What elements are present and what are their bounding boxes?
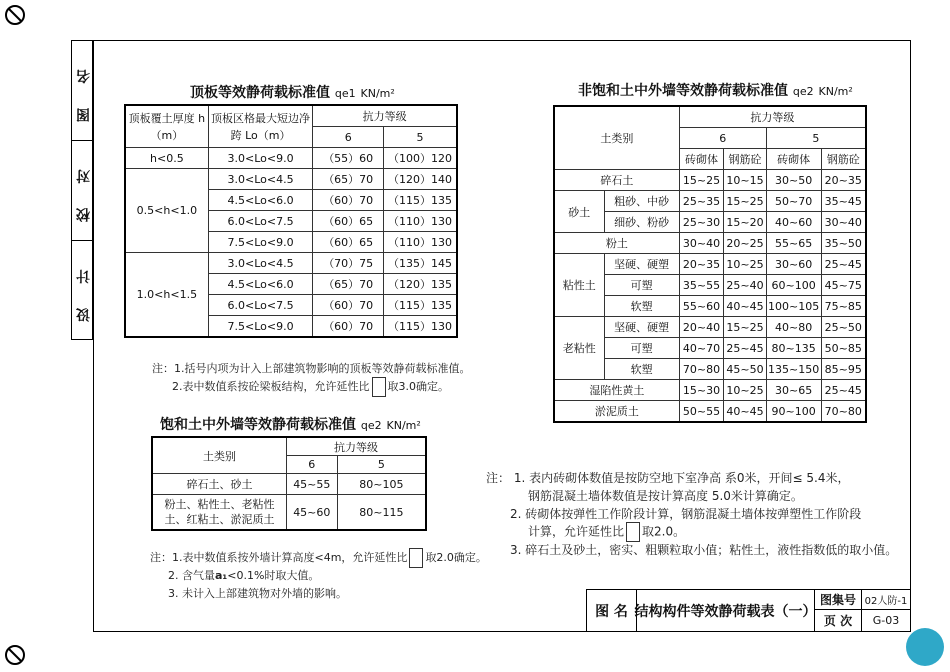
title-block: [586, 589, 911, 632]
sidebar-label-check: 校 对: [76, 159, 92, 223]
roof-header-depth: 顶板覆土厚度 h（m）: [125, 105, 208, 148]
crop-mark-icon: [4, 644, 26, 666]
title-block-atlas-value: 02人防-1: [862, 590, 910, 610]
saturated-load-table: [151, 436, 427, 531]
unsaturated-load-table: 土类别 抗力等级 6 5 砖砌体 钢筋砼 砖砌体 钢筋砼 碎石土 15~25 10~15 30~50 20~35 砂土 粗砂、中砂 25~35 15~25 50~70 35~45 细砂、粉砂 25~30 15~20 40~60 30~40 粉土 30~40 20~25 55~65 35~50 粘性土 坚硬、硬塑 20~35 10~25 30~60 25~45 可塑 35~55 25~40 60~100 45~75 软塑 55~60 40~45 100~105 75~85 老粘性 坚硬、硬塑 20~40 15~25 40~80 25~50 可塑 40~70 25~45 80~135 50~85 软塑 70~80 45~50 135~150 85~95 湿陷性黄土 15~30 10~25 30~65 25~45 淤泥质土 50~55 40~45 90~100 70~80: [553, 105, 867, 423]
roof-note-2: 2.表中数值系按砼梁板结构，允许延性比 取3.0确定。: [172, 377, 449, 397]
table-row: 6.0<Lo<7.5 （60）65 （110）130: [125, 211, 457, 232]
unsaturated-note-2: 2. 砖砌体按弹性工作阶段计算，钢筋混凝土墙体按弹塑性工作阶段: [510, 507, 862, 521]
ductility-symbol-box: [409, 548, 423, 568]
table-row: 粘性土 坚硬、硬塑 20~35 10~25 30~60 25~45: [554, 254, 866, 275]
title-block-name-value: 结构构件等效静荷载表（一）: [637, 590, 815, 631]
unsaturated-header-grade-6: 6: [679, 128, 766, 149]
table-row: 7.5<Lo<9.0 （60）65 （110）130: [125, 232, 457, 253]
table-row: 细砂、粉砂 25~30 15~20 40~60 30~40: [554, 212, 866, 233]
table-row: 1.0<h<1.5 3.0<Lo<4.5 （70）75 （135）145: [125, 253, 457, 274]
app-logo-icon: [906, 628, 944, 666]
table-row: 碎石土 15~25 10~15 30~50 20~35: [554, 170, 866, 191]
saturated-header-grade: 抗力等级: [286, 437, 426, 456]
unsaturated-header-grade-5: 5: [766, 128, 866, 149]
roof-header-grade-6: 6: [313, 127, 384, 148]
unsaturated-table-title: 非饱和土中外墙等效静荷载标准值 qe2 KN/m²: [578, 83, 853, 99]
crop-mark-icon: [4, 4, 26, 26]
table-row: 粉土 30~40 20~25 55~65 35~50: [554, 233, 866, 254]
unsaturated-header-grade: 抗力等级: [679, 106, 866, 128]
unsaturated-header-soil: 土类别: [554, 106, 679, 170]
ductility-symbol-box: [626, 522, 640, 542]
sidebar-label-drawing-name: 图 名: [76, 59, 92, 123]
table-row: 可塑 40~70 25~45 80~135 50~85: [554, 338, 866, 359]
roof-note-1: 注：1.括号内项为计入上部建筑物影响的顶板等效静荷载标准值。: [152, 362, 471, 375]
title-block-atlas-label: 图集号: [815, 590, 862, 610]
unsaturated-note-2b: 计算，允许延性比 取2.0。: [528, 522, 685, 542]
ductility-symbol-box: [372, 377, 386, 397]
saturated-header-soil: 土类别: [152, 437, 286, 474]
title-block-name-label: 图 名: [587, 590, 637, 631]
air-content-symbol: a₁: [215, 569, 228, 582]
roof-header-span: 顶板区格最大短边净跨 Lo（m）: [208, 105, 313, 148]
saturated-note-1: 注：1.表中数值系按外墙计算高度<4m，允许延性比 取2.0确定。: [150, 548, 487, 568]
saturated-header-grade-5: 5: [337, 456, 426, 474]
unsaturated-note-1b: 钢筋混凝土墙体数值是按计算高度 5.0米计算确定。: [528, 489, 803, 503]
table-row: 粉土、粘性土、老粘性土、红粘土、淤泥质土 45~60 80~115: [152, 495, 426, 531]
saturated-header-grade-6: 6: [286, 456, 337, 474]
table-row: 淤泥质土 50~55 40~45 90~100 70~80: [554, 401, 866, 423]
table-row: 软塑 55~60 40~45 100~105 75~85: [554, 296, 866, 317]
table-row: h<0.5 3.0<Lo<9.0 （55）60 （100）120: [125, 148, 457, 169]
table-row: 碎石土、砂土 45~55 80~105: [152, 474, 426, 495]
table-row: 4.5<Lo<6.0 （60）70 （115）135: [125, 190, 457, 211]
unsaturated-note-3: 3. 碎石土及砂土，密实、粗颗粒取小值；粘性土，液性指数低的取小值。: [510, 543, 898, 557]
signature-sidebar: [71, 40, 93, 340]
roof-table-title: 顶板等效静荷载标准值 qe1 KN/m²: [190, 85, 395, 101]
table-row: 可塑 35~55 25~40 60~100 45~75: [554, 275, 866, 296]
table-row: 6.0<Lo<7.5 （60）70 （115）135: [125, 295, 457, 316]
saturated-note-3: 3. 未计入上部建筑物对外墙的影响。: [168, 587, 347, 600]
table-row: 湿陷性黄土 15~30 10~25 30~65 25~45: [554, 380, 866, 401]
saturated-note-2: 2. 含气量a₁<0.1%时取大值。: [168, 569, 320, 582]
saturated-table-title: 饱和土中外墙等效静荷载标准值 qe2 KN/m²: [160, 417, 421, 433]
table-row: 老粘性 坚硬、硬塑 20~40 15~25 40~80 25~50: [554, 317, 866, 338]
table-row: 4.5<Lo<6.0 （65）70 （120）135: [125, 274, 457, 295]
table-row: 0.5<h<1.0 3.0<Lo<4.5 （65）70 （120）140: [125, 169, 457, 190]
title-block-page-label: 页 次: [815, 610, 862, 631]
table-row: 7.5<Lo<9.0 （60）70 （115）130: [125, 316, 457, 338]
roof-load-table: [124, 104, 458, 338]
roof-header-grade-5: 5: [384, 127, 457, 148]
table-row: 软塑 70~80 45~50 135~150 85~95: [554, 359, 866, 380]
table-row: 砂土 粗砂、中砂 25~35 15~25 50~70 35~45: [554, 191, 866, 212]
title-block-page-value: G-03: [872, 614, 900, 627]
roof-header-grade: 抗力等级: [313, 105, 457, 127]
unsaturated-note-1: 注： 1. 表内砖砌体数值是按防空地下室净高 系0米，开间≤ 5.4米，: [486, 471, 850, 485]
sidebar-label-design: 设 计: [76, 259, 92, 323]
